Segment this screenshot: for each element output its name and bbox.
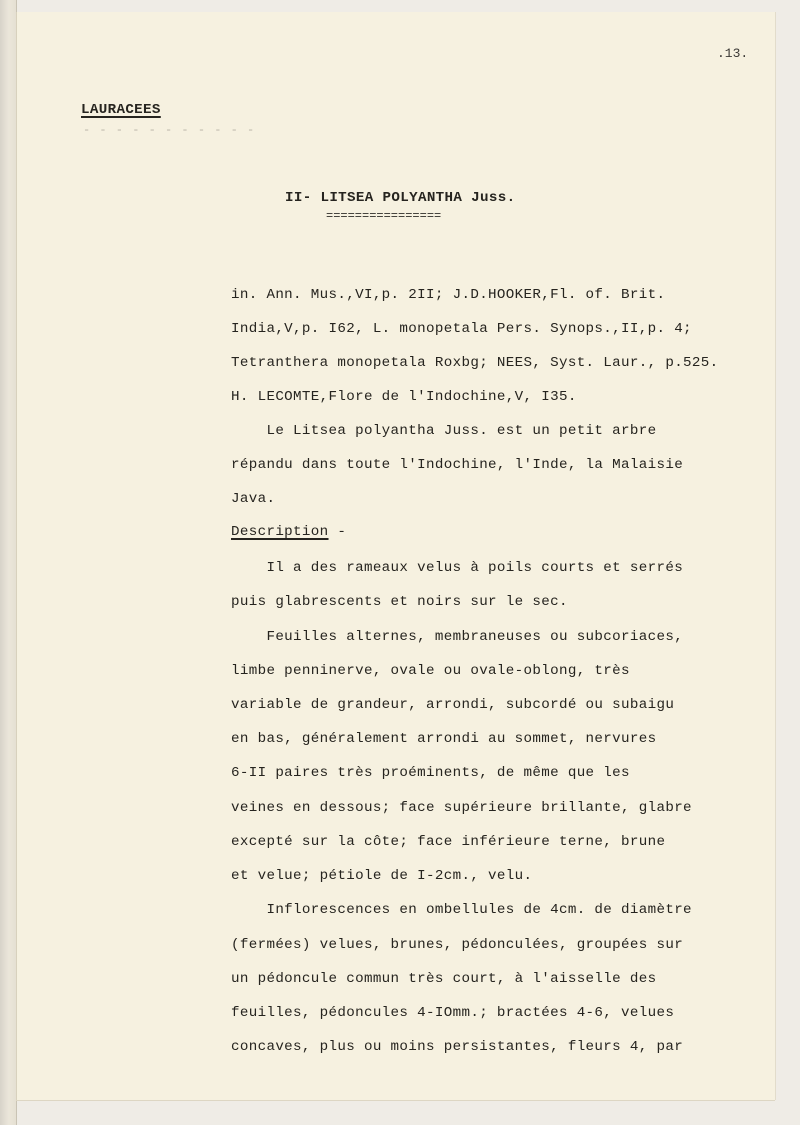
section-heading: LAURACEES <box>81 102 161 118</box>
page-number: .13. <box>717 46 749 61</box>
description-heading: Description <box>231 524 329 540</box>
description-line: un pédoncule commun très court, à l'aisselle des <box>231 971 657 987</box>
species-title: II- LITSEA POLYANTHA Juss. <box>285 190 516 206</box>
intro-line: Le Litsea polyantha Juss. est un petit arbre <box>231 423 657 439</box>
binding-edge <box>0 0 17 1125</box>
reference-line: in. Ann. Mus.,VI,p. 2II; J.D.HOOKER,Fl. of. Brit. <box>231 287 666 303</box>
reference-line: Tetranthera monopetala Roxbg; NEES, Syst. Laur., p.525. <box>231 355 719 371</box>
description-line: excepté sur la côte; face inférieure terne, brune <box>231 834 666 850</box>
description-line: variable de grandeur, arrondi, subcordé ou subaigu <box>231 697 675 713</box>
description-line: feuilles, pédoncules 4-IOmm.; bractées 4-6, velues <box>231 1005 675 1021</box>
description-dash: - <box>328 524 347 540</box>
description-line: et velue; pétiole de I-2cm., velu. <box>231 868 533 884</box>
description-line: (fermées) velues, brunes, pédonculées, groupées sur <box>231 937 684 953</box>
description-line: limbe penninerve, ovale ou ovale-oblong, très <box>231 663 630 679</box>
description-line: Il a des rameaux velus à poils courts et serrés <box>231 560 684 576</box>
description-line: veines en dessous; face supérieure brillante, glabre <box>231 800 692 816</box>
reference-line: India,V,p. I62, L. monopetala Pers. Synops.,II,p. 4; <box>231 321 692 337</box>
description-line: concaves, plus ou moins persistantes, fleurs 4, par <box>231 1039 684 1055</box>
description-line: en bas, généralement arrondi au sommet, nervures <box>231 731 657 747</box>
intro-line: Java. <box>231 491 276 507</box>
description-line: 6-II paires très proéminents, de même que les <box>231 765 630 781</box>
description-line: Inflorescences en ombellules de 4cm. de diamètre <box>231 902 692 918</box>
intro-line: répandu dans toute l'Indochine, l'Inde, la Malaisie <box>231 457 684 473</box>
document-page <box>16 12 775 1100</box>
reference-line: H. LECOMTE,Flore de l'Indochine,V, I35. <box>231 389 577 405</box>
title-double-underline: ================ <box>326 209 442 223</box>
section-heading-mark: - - - - - - - - - - - <box>83 123 256 137</box>
description-line: Feuilles alternes, membraneuses ou subcoriaces, <box>231 629 684 645</box>
description-heading-row <box>231 524 346 540</box>
description-line: puis glabrescents et noirs sur le sec. <box>231 594 568 610</box>
